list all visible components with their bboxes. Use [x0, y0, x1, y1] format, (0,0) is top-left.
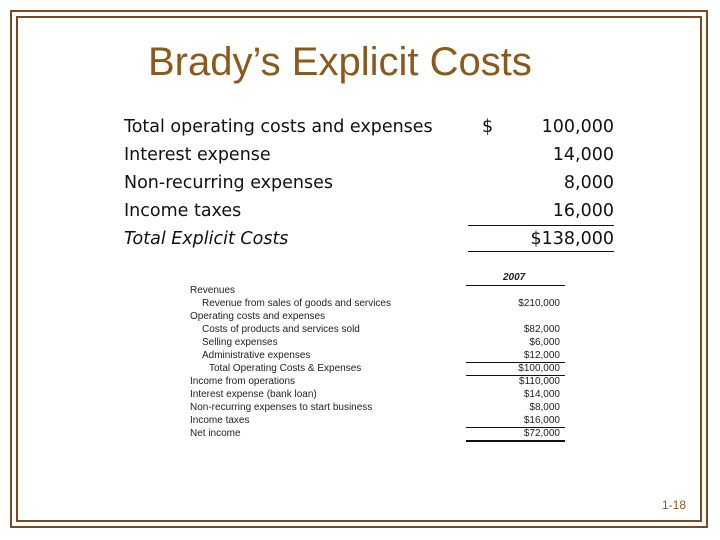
row-label: Total operating costs and expenses	[124, 117, 433, 137]
table-row	[124, 173, 614, 201]
slide-frame-inner	[16, 16, 702, 522]
item-value: $12,000	[523, 350, 560, 361]
list-item	[190, 402, 560, 415]
row-value: 100,000	[541, 117, 614, 137]
item-label: Total Operating Costs & Expenses	[209, 363, 362, 374]
item-value: $100,000	[518, 363, 560, 374]
item-value: $210,000	[518, 298, 560, 309]
total-bottom-rule	[468, 251, 614, 252]
list-item	[190, 376, 560, 389]
item-label: Costs of products and services sold	[202, 324, 360, 335]
list-item	[190, 298, 560, 311]
list-item	[190, 324, 560, 337]
row-label: Total Explicit Costs	[124, 229, 289, 249]
year-header: 2007	[503, 272, 526, 283]
item-label: Revenue from sales of goods and services	[202, 298, 391, 309]
list-item	[190, 285, 560, 298]
row-label: Income taxes	[124, 201, 242, 221]
currency-symbol: $	[482, 117, 494, 137]
item-value: $72,000	[523, 428, 560, 439]
table-row	[124, 117, 614, 145]
row-value: 16,000	[552, 201, 614, 221]
item-label: Non-recurring expenses to start business	[190, 402, 373, 413]
item-value: $16,000	[523, 415, 560, 426]
row-value: 14,000	[552, 145, 614, 165]
slide-title: Brady’s Explicit Costs	[148, 40, 532, 84]
item-label: Administrative expenses	[202, 350, 311, 361]
list-item	[190, 337, 560, 350]
row-label: Non-recurring expenses	[124, 173, 333, 193]
item-value: $110,000	[519, 376, 560, 387]
item-label: Income taxes	[190, 415, 250, 426]
item-label: Revenues	[190, 285, 236, 296]
list-item	[190, 389, 560, 402]
row-label: Interest expense	[124, 145, 271, 165]
item-value: $8,000	[529, 402, 560, 413]
net-income-rule	[466, 440, 565, 442]
item-label: Selling expenses	[202, 337, 278, 348]
item-value: $6,000	[529, 337, 560, 348]
item-label: Income from operations	[190, 376, 296, 387]
page-number: 1-18	[662, 498, 687, 512]
item-label: Interest expense (bank loan)	[190, 389, 317, 400]
row-value: 8,000	[563, 173, 614, 193]
total-rule	[468, 225, 614, 226]
item-label: Net income	[190, 428, 241, 439]
list-item	[190, 311, 560, 324]
item-value: $14,000	[523, 389, 560, 400]
item-label: Operating costs and expenses	[190, 311, 326, 322]
table-row-total	[124, 229, 614, 257]
table-row	[124, 145, 614, 173]
item-value: $82,000	[523, 324, 560, 335]
row-value: $138,000	[530, 229, 614, 249]
